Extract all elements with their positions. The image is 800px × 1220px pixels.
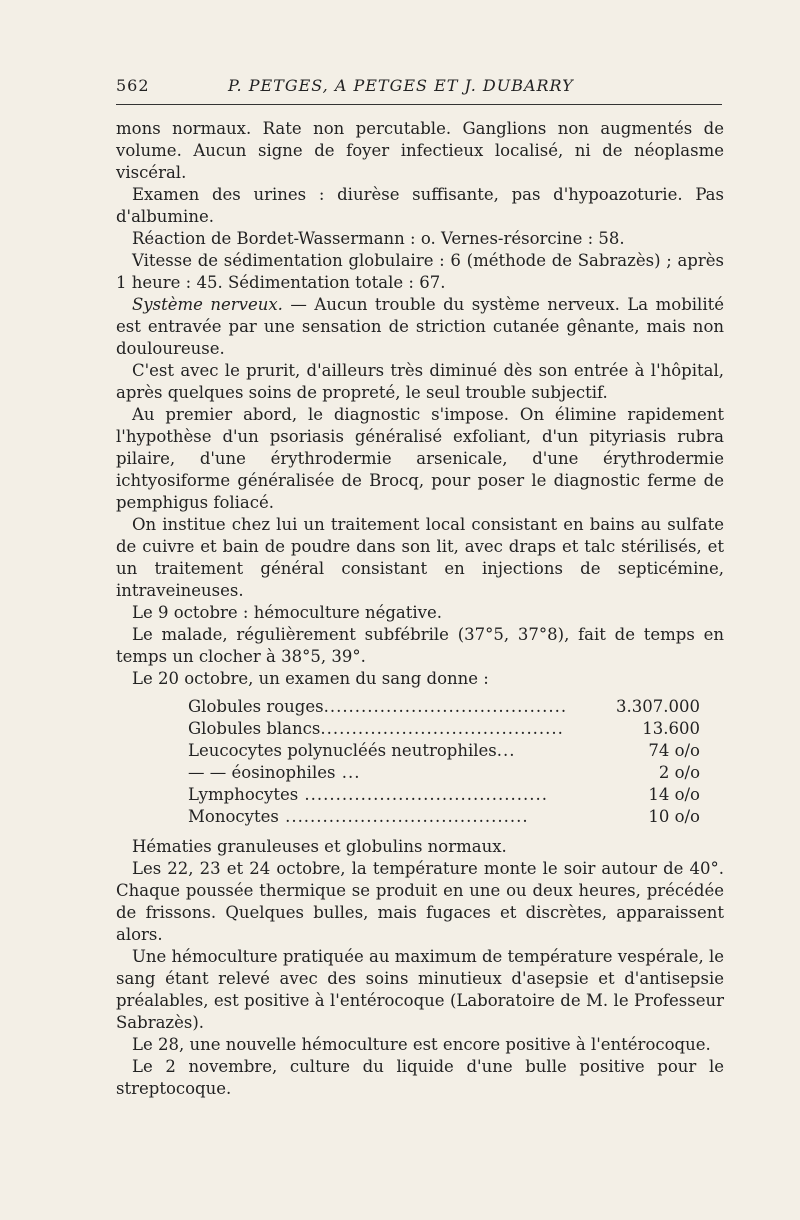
paragraph: Le 2 novembre, culture du liquide d'une bulle positive pour le streptocoque. (116, 1057, 724, 1098)
section-heading: Système nerveux. (132, 295, 283, 314)
paragraph: Vitesse de sédimentation globulaire : 6 (méthode de Sabrazès) ; après 1 heure : 45. Sédimentation totale : 67. (116, 251, 724, 292)
row-label: — — éosinophiles (188, 763, 336, 782)
row-label: Lymphocytes (188, 785, 299, 804)
paragraph: Une hémoculture pratiquée au maximum de température vespérale, le sang étant relevé avec des soins minutieux d'asepsie et d'antisepsie préalables, est positive à l'entérocoque (Laboratoire de M. le Professeur Sabrazès). (116, 947, 724, 1032)
table-row: Lymphocytes ....................................... 14 o/o (188, 785, 700, 804)
header-rule (116, 104, 722, 105)
row-label: Globules rouges (188, 697, 324, 716)
row-value: 3.307.000 (616, 697, 700, 716)
row-label: Monocytes (188, 807, 279, 826)
row-value: 14 o/o (648, 785, 700, 804)
paragraph: Le 28, une nouvelle hémoculture est encore positive à l'entérocoque. (132, 1035, 711, 1054)
table-row: Globules rouges....................................... 3.307.000 (188, 697, 700, 716)
paragraph: C'est avec le prurit, d'ailleurs très diminué dès son entrée à l'hôpital, après quelques soins de propreté, le seul trouble subjectif. (116, 361, 724, 402)
page-header (116, 72, 720, 100)
row-label: Globules blancs (188, 719, 321, 738)
page-number: 562 (116, 76, 150, 95)
row-value: 10 o/o (648, 807, 700, 826)
table-row: Leucocytes polynucléés neutrophiles... 74 o/o (188, 741, 700, 760)
running-title: P. PETGES, A PETGES ET J. DUBARRY (228, 76, 574, 95)
row-value: 74 o/o (648, 741, 700, 760)
paragraph: mons normaux. Rate non percutable. Ganglions non augmentés de volume. Aucun signe de foyer infectieux localisé, ni de néoplasme viscéral. (116, 119, 724, 182)
table-row: — — éosinophiles ... 2 o/o (188, 763, 700, 782)
row-value: 13.600 (642, 719, 700, 738)
table-row: Globules blancs....................................... 13.600 (188, 719, 700, 738)
blood-count-table (188, 696, 700, 828)
row-label: Leucocytes polynucléés neutrophiles (188, 741, 497, 760)
body-text (116, 118, 724, 1100)
paragraph: Examen des urines : diurèse suffisante, pas d'hypoazoturie. Pas d'albumine. (116, 185, 724, 226)
paragraph: Les 22, 23 et 24 octobre, la température monte le soir autour de 40°. Chaque poussée thermique se produit en une ou deux heures, précédée de frissons. Quelques bulles, mais fugaces et discrètes, apparaissent alors. (116, 859, 724, 944)
row-value: 2 o/o (658, 763, 700, 782)
table-row: Monocytes ....................................... 10 o/o (188, 807, 700, 826)
paragraph: Système nerveux. — Aucun trouble du système nerveux. La mobilité est entravée par une sensation de striction cutanée gênante, mais non douloureuse. (116, 295, 725, 358)
paragraph: On institue chez lui un traitement local consistant en bains au sulfate de cuivre et bain de poudre dans son lit, avec draps et talc stérilisés, et un traitement général consistant en injections de septicémine, intraveineuses. (116, 515, 724, 600)
paragraph: Au premier abord, le diagnostic s'impose. On élimine rapidement l'hypothèse d'un psoriasis généralisé exfoliant, d'un pityriasis rubra pilaire, d'une érythrodermie arsenicale, d'une érythrodermie ichtyosiforme généralisée de Brocq, pour poser le diagnostic ferme de pemphigus foliacé. (116, 405, 724, 512)
paragraph: Le 9 octobre : hémoculture négative. (132, 603, 443, 622)
paragraph: Hématies granuleuses et globulins normaux. (132, 837, 507, 856)
paragraph: Réaction de Bordet-Wassermann : o. Vernes-résorcine : 58. (132, 229, 625, 248)
paragraph: Le 20 octobre, un examen du sang donne : (132, 669, 489, 688)
paragraph: Le malade, régulièrement subfébrile (37°5, 37°8), fait de temps en temps un clocher à 38°5, 39°. (116, 625, 724, 666)
